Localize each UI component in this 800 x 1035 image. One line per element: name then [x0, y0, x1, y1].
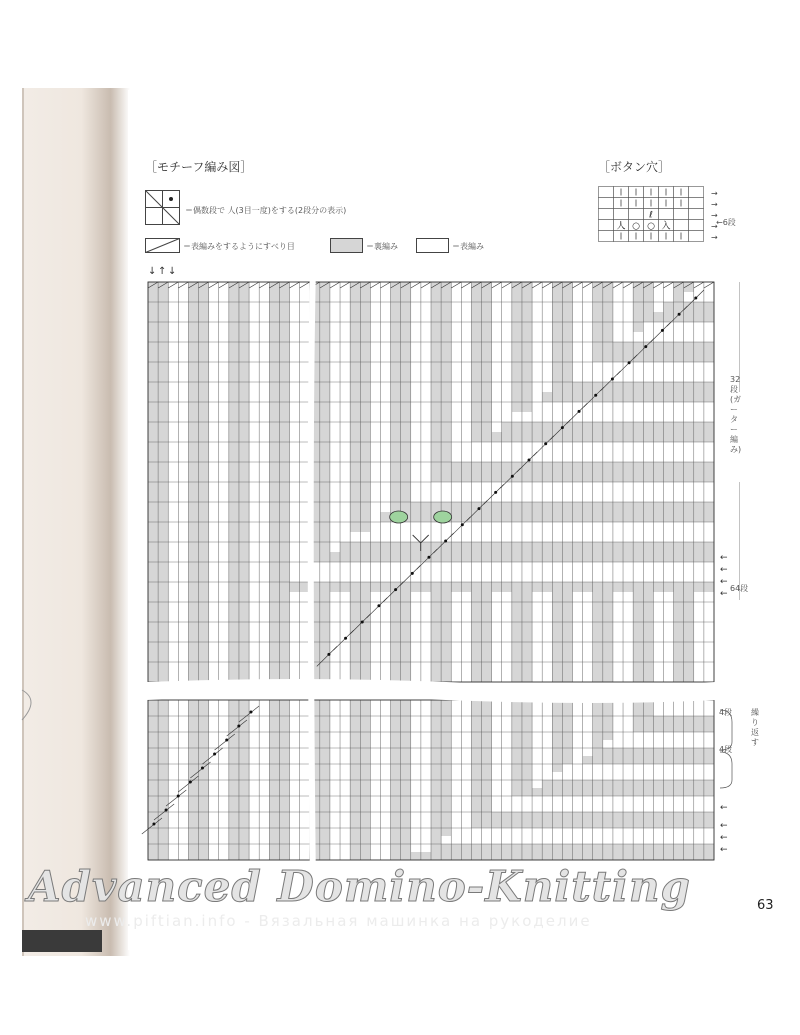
bh-arrow: →	[711, 211, 718, 220]
dec-dot	[411, 572, 414, 575]
dec-dot	[461, 523, 464, 526]
garter-band	[643, 322, 714, 332]
watermark: Advanced Domino-Knitting	[28, 862, 691, 911]
button-hole-chart	[598, 186, 748, 246]
rows-64-label: 64段	[730, 584, 749, 593]
garter-band	[623, 732, 714, 740]
bh-cell	[674, 220, 689, 231]
slip-symbol-icon	[145, 238, 181, 254]
dec-dot	[327, 653, 330, 656]
watermark-sub: www.piftian.info - Вязальная машинка на рукоделие	[85, 912, 592, 930]
purl-symbol-icon	[330, 238, 364, 254]
garter-band	[603, 740, 714, 748]
bh-cell	[689, 198, 704, 209]
garter-band	[583, 362, 714, 372]
dec-dot	[578, 410, 581, 413]
top-arrow-icon: ↑	[158, 266, 167, 277]
knit-symbol-icon	[416, 238, 450, 254]
dec-dot	[377, 604, 380, 607]
garter-band	[643, 716, 714, 724]
dec-dot	[644, 345, 647, 348]
garter-band	[300, 572, 714, 582]
bh-cell	[689, 231, 704, 242]
garter-band	[461, 452, 714, 462]
dec-dot	[561, 426, 564, 429]
row-arrow-icon: ←	[720, 577, 728, 587]
dec-dot	[611, 378, 614, 381]
row-arrow-icon: ←	[720, 833, 728, 843]
garter-band	[380, 512, 714, 522]
dec-dot	[165, 809, 168, 812]
bh-symbol: 人	[616, 221, 626, 232]
dec-dot	[678, 313, 681, 316]
legend-dec-label: ＝偶数段で 人(3目一度)をする(2段分の表示)	[185, 206, 347, 215]
dec-symbol-icon	[145, 190, 181, 226]
dec-dot	[361, 621, 364, 624]
dec-dot	[344, 637, 347, 640]
top-arrow-icon: ↓	[148, 266, 157, 277]
garter-band	[562, 764, 714, 772]
dec-dot	[594, 394, 597, 397]
dec-dot	[225, 739, 228, 742]
dec-dot	[628, 361, 631, 364]
chart-break-horizontal	[146, 688, 716, 694]
garter-band	[663, 302, 714, 312]
bh-arrow: →	[711, 189, 718, 198]
dec-dot	[237, 725, 240, 728]
bh-cell	[599, 187, 614, 198]
garter-rows-label: 32段(ガーター編み)	[730, 375, 742, 454]
dec-dot	[201, 767, 204, 770]
bh-cell	[614, 209, 629, 220]
garter-band	[542, 780, 714, 788]
legend-purl-label: ＝裏編み	[366, 242, 398, 251]
bracket-brace	[720, 752, 732, 788]
dec-dot	[213, 753, 216, 756]
garter-band	[663, 708, 714, 716]
row-arrow-icon: ←	[720, 565, 728, 575]
garter-band	[502, 422, 714, 432]
garter-band	[482, 812, 714, 820]
dec-dot	[152, 823, 155, 826]
eye-icon	[434, 511, 452, 523]
dec-dot	[249, 711, 252, 714]
dec-dot	[189, 781, 192, 784]
bh-symbol: ○	[647, 221, 655, 232]
dec-dot	[661, 329, 664, 332]
garter-band	[603, 352, 714, 362]
legend-knit-label: ＝表編み	[452, 242, 484, 251]
dec-dot	[177, 795, 180, 798]
bh-cell	[659, 209, 674, 220]
eye-icon	[390, 511, 408, 523]
top-arrow-icon: ↓	[168, 266, 177, 277]
button-hole-heading: ［ボタン穴］	[598, 160, 671, 174]
bh-cell	[689, 187, 704, 198]
dec-dot	[427, 556, 430, 559]
bh-cell	[599, 198, 614, 209]
dec-dot	[528, 459, 531, 462]
dec-dot	[511, 475, 514, 478]
dec-dot	[394, 588, 397, 591]
row-arrow-icon: ←	[720, 553, 728, 563]
dec-dot	[477, 507, 480, 510]
bh-cell	[599, 209, 614, 220]
row-arrow-icon: ←	[720, 803, 728, 813]
garter-band	[542, 392, 714, 402]
rows-4-bottom-label: 4段	[719, 745, 733, 754]
button-hole-row-label: ←6段	[716, 218, 736, 227]
bh-cell	[629, 209, 644, 220]
bh-arrow: →	[711, 222, 718, 231]
garter-band	[522, 788, 714, 796]
garter-band	[441, 836, 714, 844]
repeat-label: 繰り返す	[751, 708, 759, 747]
bh-cell	[599, 231, 614, 242]
garter-band	[562, 382, 714, 392]
bh-cell	[599, 220, 614, 231]
row-arrow-icon: ←	[720, 589, 728, 599]
bh-cell	[689, 220, 704, 231]
dec-dot	[444, 540, 447, 543]
bh-symbol: 入	[661, 221, 671, 232]
garter-band	[623, 332, 714, 342]
bh-symbol: ○	[632, 221, 640, 232]
row-arrow-icon: ←	[720, 821, 728, 831]
garter-band	[583, 756, 714, 764]
bh-top-symbol: ℓ	[649, 210, 653, 221]
row-arrow-icon: ←	[720, 845, 728, 855]
garter-band	[421, 482, 714, 492]
garter-band	[684, 292, 714, 302]
garter-band	[340, 542, 714, 552]
bh-cell	[674, 209, 689, 220]
bh-arrow: →	[711, 233, 718, 242]
page-number: 63	[757, 898, 774, 913]
dec-dot	[544, 442, 547, 445]
dec-dot	[694, 297, 697, 300]
dec-dot	[494, 491, 497, 494]
bh-arrow: →	[711, 200, 718, 209]
rows-4-top-label: 4段	[719, 708, 733, 717]
bh-cell	[689, 209, 704, 220]
legend-slip-label: ＝表編みをするようにすべり目	[183, 242, 295, 251]
motif-heading: ［モチーフ編み図］	[145, 160, 253, 174]
motif-chart	[140, 262, 740, 862]
chart-break-vertical	[311, 280, 313, 862]
